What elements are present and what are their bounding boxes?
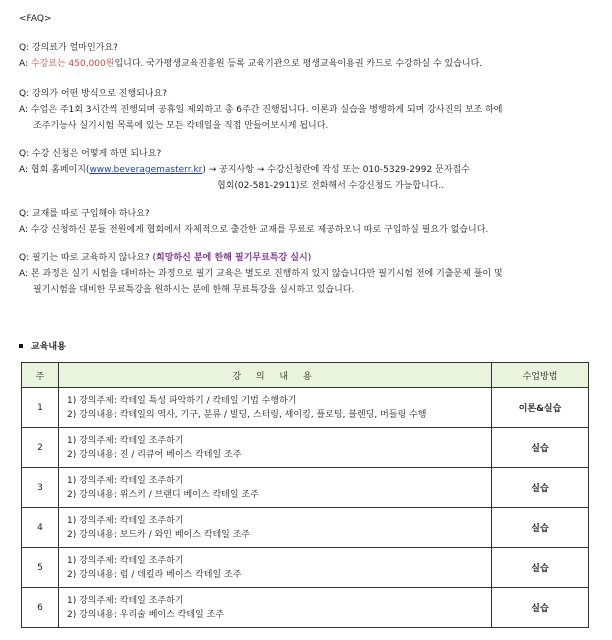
- answer-prefix: A:: [19, 59, 31, 69]
- faq-answer: A: 본 과정은 실기 시험을 대비하는 과정으로 필기 교육은 별도로 진행하지 있지 않습니다만 필기시험 전에 기출문제 풀이 및: [19, 269, 503, 279]
- faq-question: Q: 강의료가 얼마인가요?: [19, 43, 118, 53]
- table-row: [22, 468, 589, 508]
- method-cell: 실습: [492, 508, 589, 548]
- week-cell: 2: [22, 428, 59, 468]
- method-cell: 실습: [492, 428, 589, 468]
- method-cell: 실습: [492, 588, 589, 628]
- faq-item-3: [19, 146, 599, 194]
- faq-answer: [19, 162, 599, 178]
- faq-question: Q: 강의가 어떤 방식으로 진행되나요?: [19, 89, 168, 99]
- lecture-topic: 1) 강의주제: 칵테일 특성 파악하기 / 칵테일 기법 수행하기: [67, 395, 297, 406]
- faq-question: Q: 교재를 따로 구입해야 하나요?: [19, 209, 150, 219]
- answer-text: ) → 공지사항 → 수강신청란에 작성 또는 010-5329-2992 문자접수: [202, 165, 470, 175]
- faq-answer-cont: 협회(02-581-2911)로 전화해서 수강신청도 가능합니다..: [217, 181, 445, 191]
- lecture-content: 2) 강의내용: 우리술 베이스 칵테일 조주: [67, 609, 224, 620]
- method-cell: 실습: [492, 548, 589, 588]
- table-row: [22, 548, 589, 588]
- content-cell: [59, 588, 492, 628]
- homepage-link[interactable]: www.beveragemasterr.kr: [89, 165, 203, 175]
- table-row: [22, 428, 589, 468]
- section-title: [19, 341, 66, 353]
- method-cell: 이론&실습: [492, 388, 589, 428]
- faq-answer: A: 수강 신청하신 분들 전원에게 협회에서 자체적으로 출간한 교재를 무료로 제공하오니 따로 구입하실 필요가 없습니다.: [19, 225, 489, 235]
- section-title-text: 교육내용: [31, 342, 66, 352]
- week-cell: 5: [22, 548, 59, 588]
- lecture-content: 2) 강의내용: 칵테일의 역사, 기구, 분류 / 빌딩, 스터링, 셰이킹, 플로팅, 블렌딩, 머들링 수행: [67, 409, 427, 420]
- faq-question: Q: 수강 신청은 어떻게 하면 되나요?: [19, 149, 162, 159]
- header-week: 주: [22, 363, 59, 388]
- header-content: 강 의 내 용: [59, 363, 492, 388]
- bullet-icon: [19, 344, 23, 348]
- lecture-content: 2) 강의내용: 진 / 리큐어 베이스 칵테일 조주: [67, 449, 242, 460]
- course-table: [21, 362, 589, 628]
- price-highlight: 수강료는 450,000원: [30, 59, 115, 69]
- content-cell: [59, 508, 492, 548]
- faq-answer-cont: 조주기능사 실기시험 목록에 있는 모든 칵테일을 직접 만들어보시게 됩니다.: [33, 121, 329, 131]
- faq-item-5: [19, 250, 599, 298]
- lecture-topic: 1) 강의주제: 칵테일 조주하기: [67, 435, 184, 446]
- question-text: Q: 필기는 따로 교육하지 않나요? (: [19, 253, 157, 263]
- faq-answer: [19, 56, 599, 72]
- special-lecture-highlight: 희망하신 분에 한해 필기무료특강 실시: [156, 253, 308, 263]
- content-cell: [59, 388, 492, 428]
- faq-question: [19, 250, 599, 266]
- method-cell: 실습: [492, 468, 589, 508]
- faq-header: <FAQ>: [19, 14, 52, 24]
- faq-item-4: [19, 206, 599, 238]
- lecture-topic: 1) 강의주제: 칵테일 조주하기: [67, 515, 184, 526]
- lecture-topic: 1) 강의주제: 칵테일 조주하기: [67, 555, 184, 566]
- table-header-row: [22, 363, 589, 388]
- faq-answer: A: 수업은 주1회 3시간씩 진행되며 공휴일 제외하고 총 6주간 진행됩니다. 이론과 실습을 병행하게 되며 강사진의 보조 하에: [19, 105, 503, 115]
- lecture-content: 2) 강의내용: 럼 / 데킬라 베이스 칵테일 조주: [67, 569, 242, 580]
- week-cell: 1: [22, 388, 59, 428]
- content-cell: [59, 548, 492, 588]
- lecture-topic: 1) 강의주제: 칵테일 조주하기: [67, 595, 184, 606]
- week-cell: 6: [22, 588, 59, 628]
- table-row: [22, 588, 589, 628]
- faq-answer-cont: 필기시험을 대비한 무료특강을 원하시는 분에 한해 무료특강을 실시하고 있습니다.: [33, 285, 355, 295]
- faq-item-2: [19, 86, 599, 134]
- header-method: 수업방법: [492, 363, 589, 388]
- week-cell: 4: [22, 508, 59, 548]
- table-row: [22, 508, 589, 548]
- lecture-content: 2) 강의내용: 보드카 / 와인 베이스 칵테일 조주: [67, 529, 251, 540]
- lecture-topic: 1) 강의주제: 칵테일 조주하기: [67, 475, 184, 486]
- answer-text: 입니다. 국가평생교육진흥원 등록 교육기관으로 평생교육이용권 카드로 수강하실 수 있습니다.: [114, 59, 483, 69]
- content-cell: [59, 428, 492, 468]
- week-cell: 3: [22, 468, 59, 508]
- faq-item-1: [19, 40, 599, 72]
- table-row: [22, 388, 589, 428]
- lecture-content: 2) 강의내용: 위스키 / 브랜디 베이스 칵테일 조주: [67, 489, 259, 500]
- answer-prefix: A: 협회 홈페이지(: [19, 165, 90, 175]
- question-suffix: ): [307, 253, 312, 263]
- content-cell: [59, 468, 492, 508]
